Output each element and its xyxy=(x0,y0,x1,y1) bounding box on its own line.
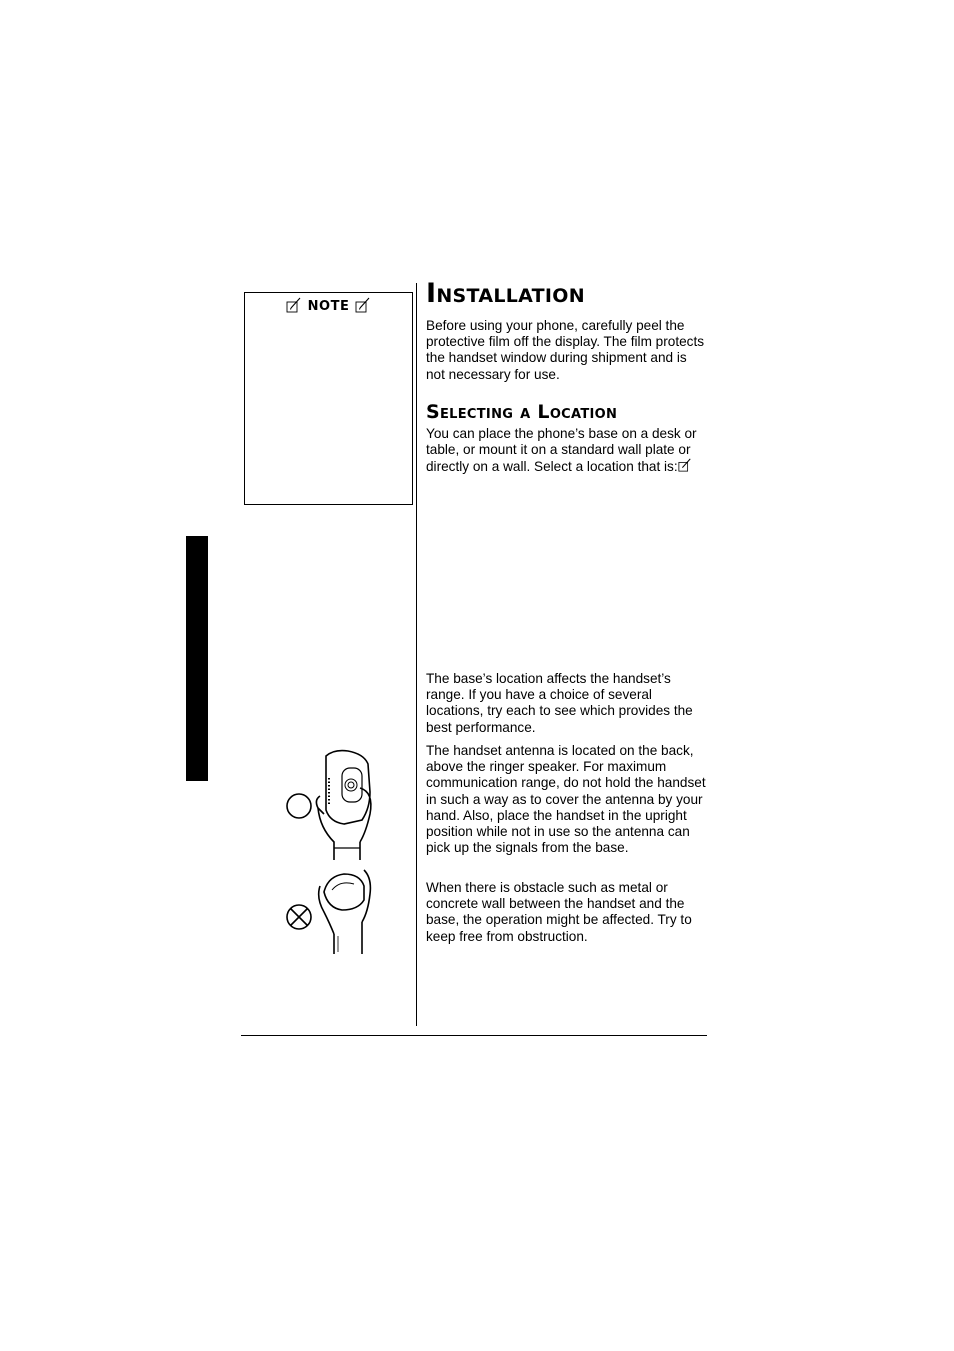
intro-paragraph: Before using your phone, carefully peel the protective film off the display. The film protects the handset window during shipment and is not necessary for use. xyxy=(426,318,705,382)
note-header xyxy=(245,297,412,315)
page-title: Installation xyxy=(426,278,585,309)
obstacle-paragraph: When there is obstacle such as metal or concrete wall between the handset and the base, the operation might be affected. Try to keep free from obstruction. xyxy=(426,880,692,944)
chapter-side-tab xyxy=(186,536,208,781)
note-label: NOTE xyxy=(307,299,350,314)
location-text: You can place the phone’s base on a desk or table, or mount it on a standard wall plate or directly on a wall. Select a location that is: xyxy=(426,426,697,475)
pencil-note-icon xyxy=(286,297,302,313)
column-divider xyxy=(416,283,417,1026)
note-box xyxy=(244,292,413,505)
circle-correct-icon xyxy=(287,794,311,818)
footer-rule xyxy=(241,1035,707,1036)
range-paragraph: The base’s location affects the handset’s range. If you have a choice of several locations, try each to see which provides the best performance. xyxy=(426,671,693,735)
antenna-paragraph: The handset antenna is located on the back, above the ringer speaker. For maximum communication range, do not hold the handset in such a way as to cover the antenna by your hand. Also, place the handset in the upright position while not in use so the antenna can pick up the signals from the base. xyxy=(426,743,706,856)
pencil-note-icon xyxy=(678,458,692,472)
location-paragraph xyxy=(426,426,708,476)
section-subtitle: Selecting a Location xyxy=(426,401,618,423)
wrong-hold-illustration xyxy=(284,864,376,956)
correct-hold-illustration xyxy=(284,748,376,862)
crossed-circle-wrong-icon xyxy=(287,905,311,929)
pencil-note-icon xyxy=(355,297,371,313)
